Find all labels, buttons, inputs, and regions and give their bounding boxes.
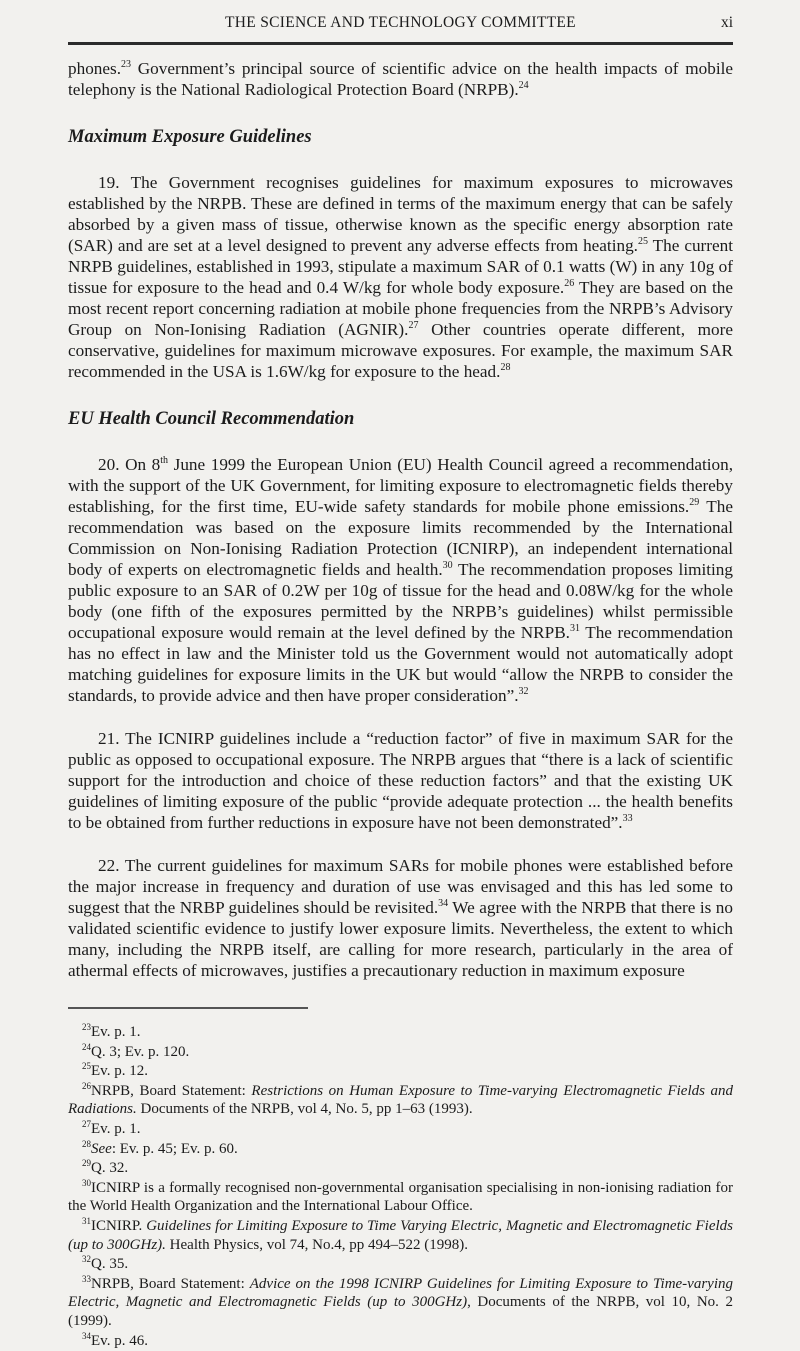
footnote-ref: 24 [518, 80, 529, 91]
footnote-28: $^{28}$See: Ev. p. 45; Ev. p. 60. [82, 1138, 238, 1157]
footnote-34: $^{34}$Ev. p. 46. [82, 1330, 148, 1349]
footnote-29: $^{29}$Q. 32. [82, 1158, 129, 1177]
running-header [68, 14, 733, 36]
footnote-30: $^{30}$ICNIRP is a formally recognised non-governmental organisation specialising in non-ionising radiation for the World Health Organization and the International Labour Office. [68, 1177, 733, 1215]
footnotes [68, 1023, 733, 1350]
footnote-ref: 30 [442, 560, 453, 571]
footnote-33: $^{33}$NRPB, Board Statement: Advice on the 1998 ICNIRP Guidelines for Limiting Exposure to Time-varying Electric, Magnetic and Electromagnetic Fields (up to 300GHz), Documents of the NRPB, vol 10, No. 2 (1999). [68, 1273, 734, 1329]
footnote-ref: 29 [689, 497, 700, 508]
footnote-ref: 26 [564, 278, 575, 289]
footnote-ref: 28 [500, 362, 511, 373]
section-heading-maximum-exposure: Maximum Exposure Guidelines [68, 127, 312, 147]
intro-paragraph: phones.$^{23}$ Government’s principal source of scientific advice on the health impacts of mobile telephony is the National Radiological Protection Board (NRPB).$^{24}$ [68, 59, 733, 99]
footnote-ref: 25 [637, 236, 648, 247]
footnote-rule [68, 1007, 308, 1009]
header-rule [68, 42, 733, 45]
section-heading-eu-health-council: EU Health Council Recommendation [68, 409, 355, 429]
paragraph-19: 19. The Government recognises guidelines for maximum exposures to microwaves established by the NRPB. These are defined in terms of the maximum energy that can be safely absorbed by a given mass of tissue, otherwise known as the specific energy absorption rate (SAR) and are set at a level designed to prevent any adverse effects from heating.$^{25}$ The current NRPB guidelines, established in 1993, stipulate a maximum SAR of 0.1 watts (W) in any 10g of tissue for exposure to the head and 0.4 W/kg for whole body exposure.$^{26}$ They are based on the most recent report concerning radiation at mobile phone frequencies from the NRPB’s Advisory Group on Non-Ionising Radiation (AGNIR).$^{27}$ Other countries operate different, more conservative, guidelines for maximum microwave exposures. For example, the maximum SAR recommended in the USA is 1.6W/kg for exposure to the head.$^{28}$ [68, 173, 733, 381]
footnote-25: $^{25}$Ev. p. 12. [82, 1061, 148, 1080]
footnote-23: $^{23}$Ev. p. 1. [82, 1022, 141, 1040]
footnote-ref: 23 [121, 59, 131, 70]
paragraph-21: 21. The ICNIRP guidelines include a “reduction factor” of five in maximum SAR for the public as opposed to occupational exposure. The NRPB argues that “there is a lack of scientific support for the introduction and choice of these reduction factors” and that the existing UK guidelines of limiting exposure of the public “provide adequate protection ... the health benefits to be obtained from further reductions in exposure have not been demonstrated”.$^{33}$ [68, 729, 733, 832]
footnote-26: $^{26}$NRPB, Board Statement: Restrictions on Human Exposure to Time-varying Electromagnetic Fields and Radiations. Documents of the NRPB, vol 4, No. 5, pp 1–63 (1993). [68, 1080, 733, 1118]
page-number: xi [720, 14, 733, 31]
footnote-32: $^{32}$Q. 35. [82, 1254, 129, 1273]
page-content [68, 58, 733, 1351]
footnote-ref: 34 [438, 898, 449, 909]
paragraph-20: 20. On 8th June 1999 the European Union (EU) Health Council agreed a recommendation, with the support of the UK Government, for limiting exposure to electromagnetic fields thereby establishing, for the first time, EU-wide safety standards for mobile phone emissions.$^{29}$ The recommendation was based on the exposure limits recommended by the International Commission on Non-Ionising Radiation Protection (ICNIRP), an independent international body of experts on electromagnetic fields and health.$^{30}$ The recommendation proposes limiting public exposure to an SAR of 0.2W per 10g of tissue for the head and 0.08W/kg for the whole body (one fifth of the exposures permitted by the NRPB’s guidelines) whilst permissible occupational exposure would remain at the level defined by the NRPB.$^{31}$ The recommendation has no effect in law and the Minister told us the Government would not automatically adopt matching guidelines for exposure limits in the UK but would “allow the NRPB to consider the standards, to provide advice and then have proper consideration”.$^{32}$ [68, 455, 734, 705]
footnote-ref: 33 [622, 813, 633, 824]
footnote-24: $^{24}$Q. 3; Ev. p. 120. [82, 1041, 190, 1060]
footnote-27: $^{27}$Ev. p. 1. [82, 1118, 141, 1137]
running-header-title: THE SCIENCE AND TECHNOLOGY COMMITTEE [225, 14, 576, 31]
paragraph-22: 22. The current guidelines for maximum SARs for mobile phones were established before the major increase in frequency and duration of use was envisaged and this has led some to suggest that the NRBP guidelines should be revisited.$^{34}$ We agree with the NRPB that there is no validated scientific evidence to justify lower exposure limits. Nevertheless, the extent to which many, including the NRPB itself, are calling for more research, particularly in the area of athermal effects of microwaves, justifies a precautionary reduction in maximum exposure [68, 856, 733, 980]
footnote-ref: 31 [569, 623, 580, 634]
footnote-31: $^{31}$ICNIRP. Guidelines for Limiting Exposure to Time Varying Electric, Magnetic and Electromagnetic Fields (up to 300GHz). Health Physics, vol 74, No.4, pp 494–522 (1998). [68, 1215, 733, 1253]
footnote-ref: 27 [408, 320, 419, 331]
footnote-ref: 32 [518, 686, 529, 697]
